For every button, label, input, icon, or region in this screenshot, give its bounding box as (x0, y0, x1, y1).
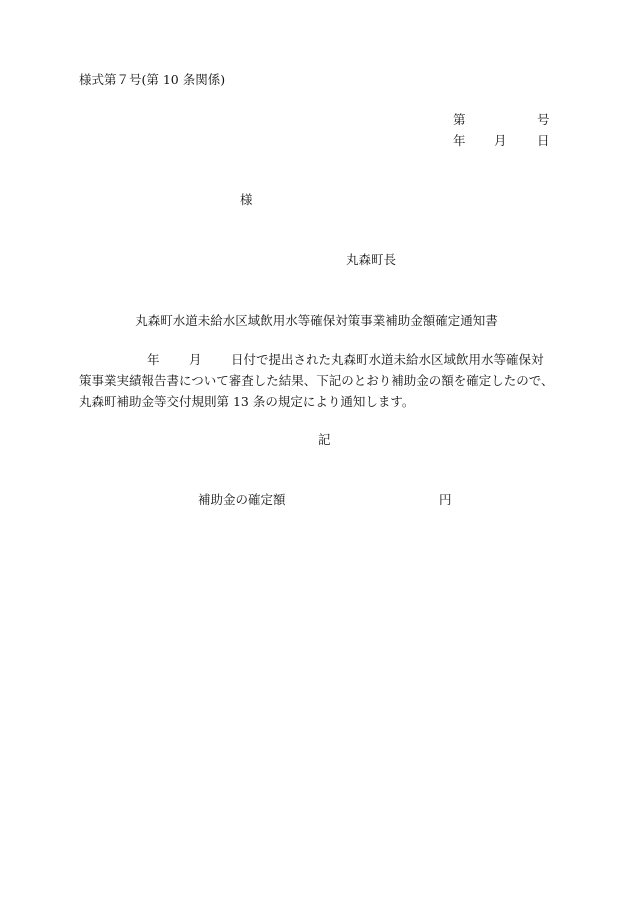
issuer-name: 丸森町長 (346, 252, 397, 267)
body-text-line-1: 日付で提出された丸森町水道未給水区域飲用水等確保対 (231, 352, 544, 367)
date-year-label: 年 (453, 133, 466, 148)
document-number-label: 第 (453, 112, 466, 127)
addressee-honorific: 様 (240, 192, 253, 207)
date-month-label: 月 (494, 133, 507, 148)
confirmed-amount-label: 補助金の確定額 (198, 492, 286, 507)
body-text-line-3: 丸森町補助金等交付規則第 13 条の規定により通知します。 (79, 394, 415, 409)
amount-unit-yen: 円 (439, 492, 452, 507)
body-month-label: 月 (189, 352, 202, 367)
body-year-label: 年 (147, 352, 160, 367)
ki-heading: 記 (318, 432, 331, 447)
document-title: 丸森町水道未給水区域飲用水等確保対策事業補助金額確定通知書 (135, 313, 498, 328)
document-number-suffix: 号 (537, 112, 550, 127)
body-text-line-2: 策事業実績報告書について審査した結果、下記のとおり補助金の額を確定したので、 (79, 373, 554, 388)
date-day-label: 日 (537, 133, 550, 148)
form-number: 様式第７号(第 10 条関係) (79, 72, 226, 87)
